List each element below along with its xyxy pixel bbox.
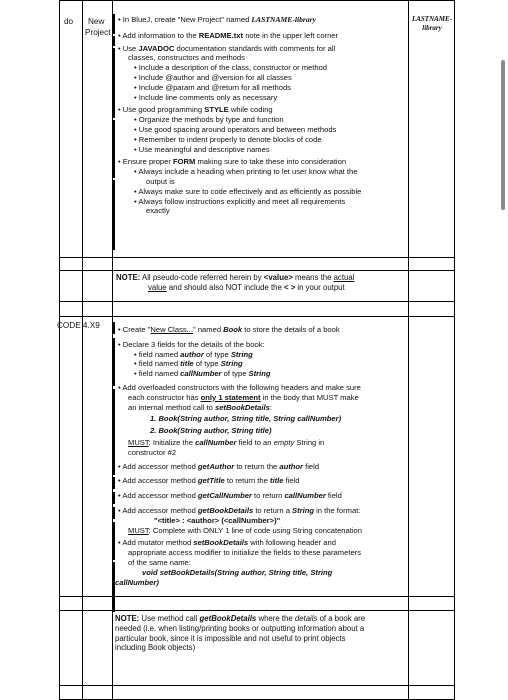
method-header: void setBookDetails(String author, String title, String	[142, 567, 333, 577]
bullet-continuation: exactly	[146, 206, 170, 216]
format-string: "<title> : <author> (<callNumber>)"	[154, 515, 281, 525]
project-instructions	[118, 15, 408, 216]
sub-bullet: • Include a description of the class, constructor or method	[134, 63, 328, 73]
section-bar	[113, 389, 115, 475]
bullet-continuation: of the same name:	[128, 557, 191, 567]
bullet-continuation: output is	[146, 176, 175, 186]
bullet-line: • Add accessor method getCallNumber to return callNumber field	[118, 491, 342, 501]
constructor-header: 2. Book(String author, String title)	[150, 426, 272, 436]
note-line: including Book objects)	[115, 643, 196, 653]
bullet-line: • Add mutator method setBookDetails with following header and	[118, 538, 336, 548]
sub-bullet: • Always include a heading when printing to let user know what the	[134, 167, 358, 177]
bullet-line: • Use JAVADOC documentation standards with comments for all	[118, 43, 336, 53]
grid-line	[59, 0, 455, 1]
grid-line	[59, 270, 455, 271]
sub-bullet: • Always follow instructions explicitly and meet all requirements	[134, 196, 346, 206]
category-line2: Project	[85, 27, 111, 37]
tag-line1: LASTNAME-	[411, 15, 453, 23]
bullet-line: • Add accessor method getAuthor to return the author field	[118, 461, 320, 471]
note-line: NOTE: All pseudo-code referred herein by <value> means the actual	[116, 273, 355, 282]
must-line: MUST: Initialize the callNumber field to an empty String in	[128, 437, 325, 447]
sub-bullet: • Include @author and @version for all classes	[134, 72, 292, 82]
grid-line	[59, 0, 60, 700]
note-line: value and should also NOT include the < > in your output	[148, 282, 345, 292]
grid-line	[59, 316, 455, 317]
grid-line	[59, 257, 455, 258]
sub-bullet: • Remember to indent properly to denote blocks of code	[134, 134, 322, 144]
bullet-line: • In BlueJ, create "New Project" named LASTNAME-library	[118, 15, 316, 24]
sub-bullet: • field named title of type String	[134, 359, 243, 369]
grid-line	[82, 0, 83, 700]
note-line: needed (i.e. when listing/printing books or outputting information about a	[115, 623, 365, 633]
vertical-scrollbar[interactable]	[501, 60, 505, 210]
section-bar	[113, 48, 115, 118]
section-bar	[113, 492, 115, 504]
grid-line	[59, 301, 455, 302]
bullet-line: • Ensure proper FORM making sure to take these into consideration	[118, 157, 347, 167]
bullet-continuation: constructor #2	[128, 447, 177, 457]
code-label: CODE 4.X9	[57, 321, 100, 330]
bullet-continuation: each constructor has only 1 statement in the body that MUST make	[128, 392, 359, 402]
grid-line	[454, 0, 455, 700]
section-bar	[113, 507, 115, 519]
must-line: MUST: Complete with ONLY 1 line of code using String concatenation	[128, 525, 362, 535]
constructor-header: 1. Book(String author, String title, String callNumber)	[150, 414, 342, 424]
bullet-line: • Add information to the README.txt note in the upper left corner	[118, 30, 339, 40]
bullet-continuation: appropriate access modifier to initialize the fields to these parameters	[128, 548, 361, 558]
project-name-tag	[410, 15, 454, 33]
section-bar	[113, 322, 115, 334]
book-class-instructions	[115, 325, 410, 587]
bullet-continuation: an internal method call to setBookDetails:	[128, 402, 272, 412]
method-header: callNumber)	[115, 577, 159, 587]
section-bar	[113, 36, 115, 46]
note-line: NOTE: Use method call getBookDetails where the details of a book are	[115, 614, 366, 623]
category-line1: New	[88, 17, 105, 26]
sub-bullet: • field named author of type String	[134, 349, 253, 359]
grid-line	[59, 610, 455, 611]
sub-bullet: • Use good spacing around operators and between methods	[134, 124, 337, 134]
row-category	[85, 17, 110, 38]
section-bar	[113, 477, 115, 489]
sub-bullet: • Include line comments only as necessary	[134, 92, 278, 102]
section-bar	[113, 338, 115, 386]
grid-line	[59, 685, 455, 686]
sub-bullet: • Use meaningful and descriptive names	[134, 144, 270, 154]
bullet-continuation: classes, constructors and methods	[128, 53, 245, 63]
bullet-line: • Use good programming STYLE while coding	[118, 105, 273, 115]
section-bar	[113, 180, 115, 250]
note-book-details	[115, 614, 407, 653]
section-bar	[113, 120, 115, 178]
grid-line	[59, 596, 455, 597]
bullet-line: • Add overloaded constructors with the following headers and make sure	[118, 382, 361, 392]
bullet-line: • Create "New Class..." named Book to store the details of a book	[118, 325, 340, 334]
sub-bullet: • Organize the methods by type and function	[134, 115, 284, 125]
section-bar	[113, 14, 115, 34]
sub-bullet: • Include @param and @return for all methods	[134, 82, 291, 92]
tag-line2: library	[422, 24, 442, 32]
section-bar	[113, 522, 115, 560]
bullet-line: • Declare 3 fields for the details of the book:	[118, 339, 265, 349]
note-pseudo-code	[116, 273, 406, 293]
sub-bullet: • field named callNumber of type String	[134, 369, 271, 379]
row-code-do: do	[64, 17, 74, 26]
bullet-line: • Add accessor method getTitle to return the title field	[118, 476, 300, 486]
bullet-line: • Add accessor method getBookDetails to return a String in the format:	[118, 505, 361, 515]
note-line: particular book, since it is impossible and not useful to print objects	[115, 633, 346, 643]
sub-bullet: • Always make sure to code effectively and as efficiently as possible	[134, 186, 362, 196]
